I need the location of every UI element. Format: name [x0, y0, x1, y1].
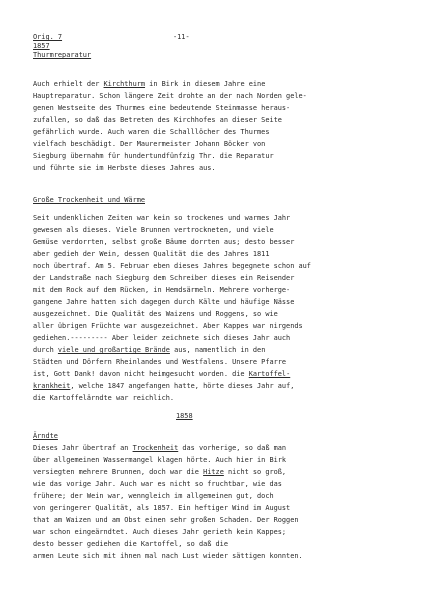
- text-line: Dieses Jahr übertraf an Trockenheit das vorherige, so daß man: [33, 444, 287, 452]
- text-line: durch viele und großartige Brände aus, namentlich in den: [33, 346, 266, 354]
- page-number: -11-: [173, 33, 190, 41]
- text-line: aber gedieh der Wein, dessen Qualität die des Jahres 1811: [33, 250, 270, 258]
- text-line: aller übrigen Früchte war ausgezeichnet. Aber Kappes war nirgends: [33, 322, 303, 330]
- text-line: genen Westseite des Thurmes eine bedeutende Steinmasse heraus-: [33, 104, 291, 112]
- section-heading-thurmreparatur: Thurmreparatur: [33, 51, 92, 59]
- text-line: armen Leute sich mit ihnen mal nach Lust wieder sättigen konnten.: [33, 552, 303, 560]
- text-line: noch übertraf. Am 5. Februar eben dieses Jahres begegnete schon auf: [33, 262, 311, 270]
- text-line: frühere; der Wein war, wenngleich im allgemeinen gut, doch: [33, 492, 274, 500]
- text-line: Städten und Dörfern Rheinlandes und Westfalens. Unsere Pfarre: [33, 358, 287, 366]
- text-line: versiegten mehrere Brunnen, doch war die Hitze nicht so groß,: [33, 468, 287, 476]
- text-line: ausgezeichnet. Die Qualität des Waizens und Roggens, so wie: [33, 310, 278, 318]
- text-line: Gemüse verdorrten, selbst große Bäume dorrten aus; desto besser: [33, 238, 295, 246]
- text-line: die Kartoffelärndte war reichlich.: [33, 394, 175, 402]
- text-line: gangene Jahre hatten sich dagegen durch Kälte und häufige Nässe: [33, 298, 295, 306]
- section-heading-trockenheit: Große Trockenheit und Wärme: [33, 196, 146, 204]
- text-line: gediehen.--------- Aber leider zeichnete sich dieses Jahr auch: [33, 334, 291, 342]
- text-line: mit dem Rock auf dem Rücken, in Hemdsärmeln. Mehrere vorherge-: [33, 286, 291, 294]
- text-line: gefährlich wurde. Auch waren die Schalllöcher des Thurmes: [33, 128, 270, 136]
- text-line: Auch erhielt der Kirchthurm in Birk in diesem Jahre eine: [33, 80, 266, 88]
- text-line: zufallen, so daß das Betreten des Kirchhofes an dieser Seite: [33, 116, 282, 124]
- text-line: Siegburg übernahm für hundertundfünfzig Thr. die Reparatur: [33, 152, 274, 160]
- text-line: ist, Gott Dank! davon nicht heimgesucht worden. die Kartoffel-: [33, 370, 291, 378]
- text-line: Hauptreparatur. Schon längere Zeit drohte an der nach Norden gele-: [33, 92, 307, 100]
- year-heading-1858: 1858: [176, 412, 193, 420]
- text-line: krankheit, welche 1847 angefangen hatte, hörte dieses Jahr auf,: [33, 382, 295, 390]
- text-line: desto besser gediehen die Kartoffel, so daß die: [33, 540, 228, 548]
- text-line: von geringerer Qualität, als 1857. Ein heftiger Wind im August: [33, 504, 291, 512]
- text-line: Seit undenklichen Zeiten war kein so trockenes und warmes Jahr: [33, 214, 291, 222]
- text-line: vielfach beschädigt. Der Maurermeister Johann Böcker von: [33, 140, 266, 148]
- text-line: that am Waizen und am Obst einen sehr großen Schaden. Der Roggen: [33, 516, 299, 524]
- text-line: war schon eingeärndtet. Auch dieses Jahr gerieth kein Kappes;: [33, 528, 287, 536]
- text-line: gewesen als dieses. Viele Brunnen vertrockneten, und viele: [33, 226, 274, 234]
- text-line: und führte sie im Herbste dieses Jahres aus.: [33, 164, 216, 172]
- text-line: der Landstraße nach Siegburg dem Schreiber dieses ein Reisender: [33, 274, 295, 282]
- section-heading-aerndte: Ärndte: [33, 432, 58, 440]
- header-orig: Orig. 7: [33, 33, 63, 41]
- header-year: 1857: [33, 42, 50, 50]
- text-line: wie das vorige Jahr. Auch war es nicht so fruchtbar, wie das: [33, 480, 282, 488]
- text-line: über allgemeinen Wassermangel klagen hörte. Auch hier in Birk: [33, 456, 287, 464]
